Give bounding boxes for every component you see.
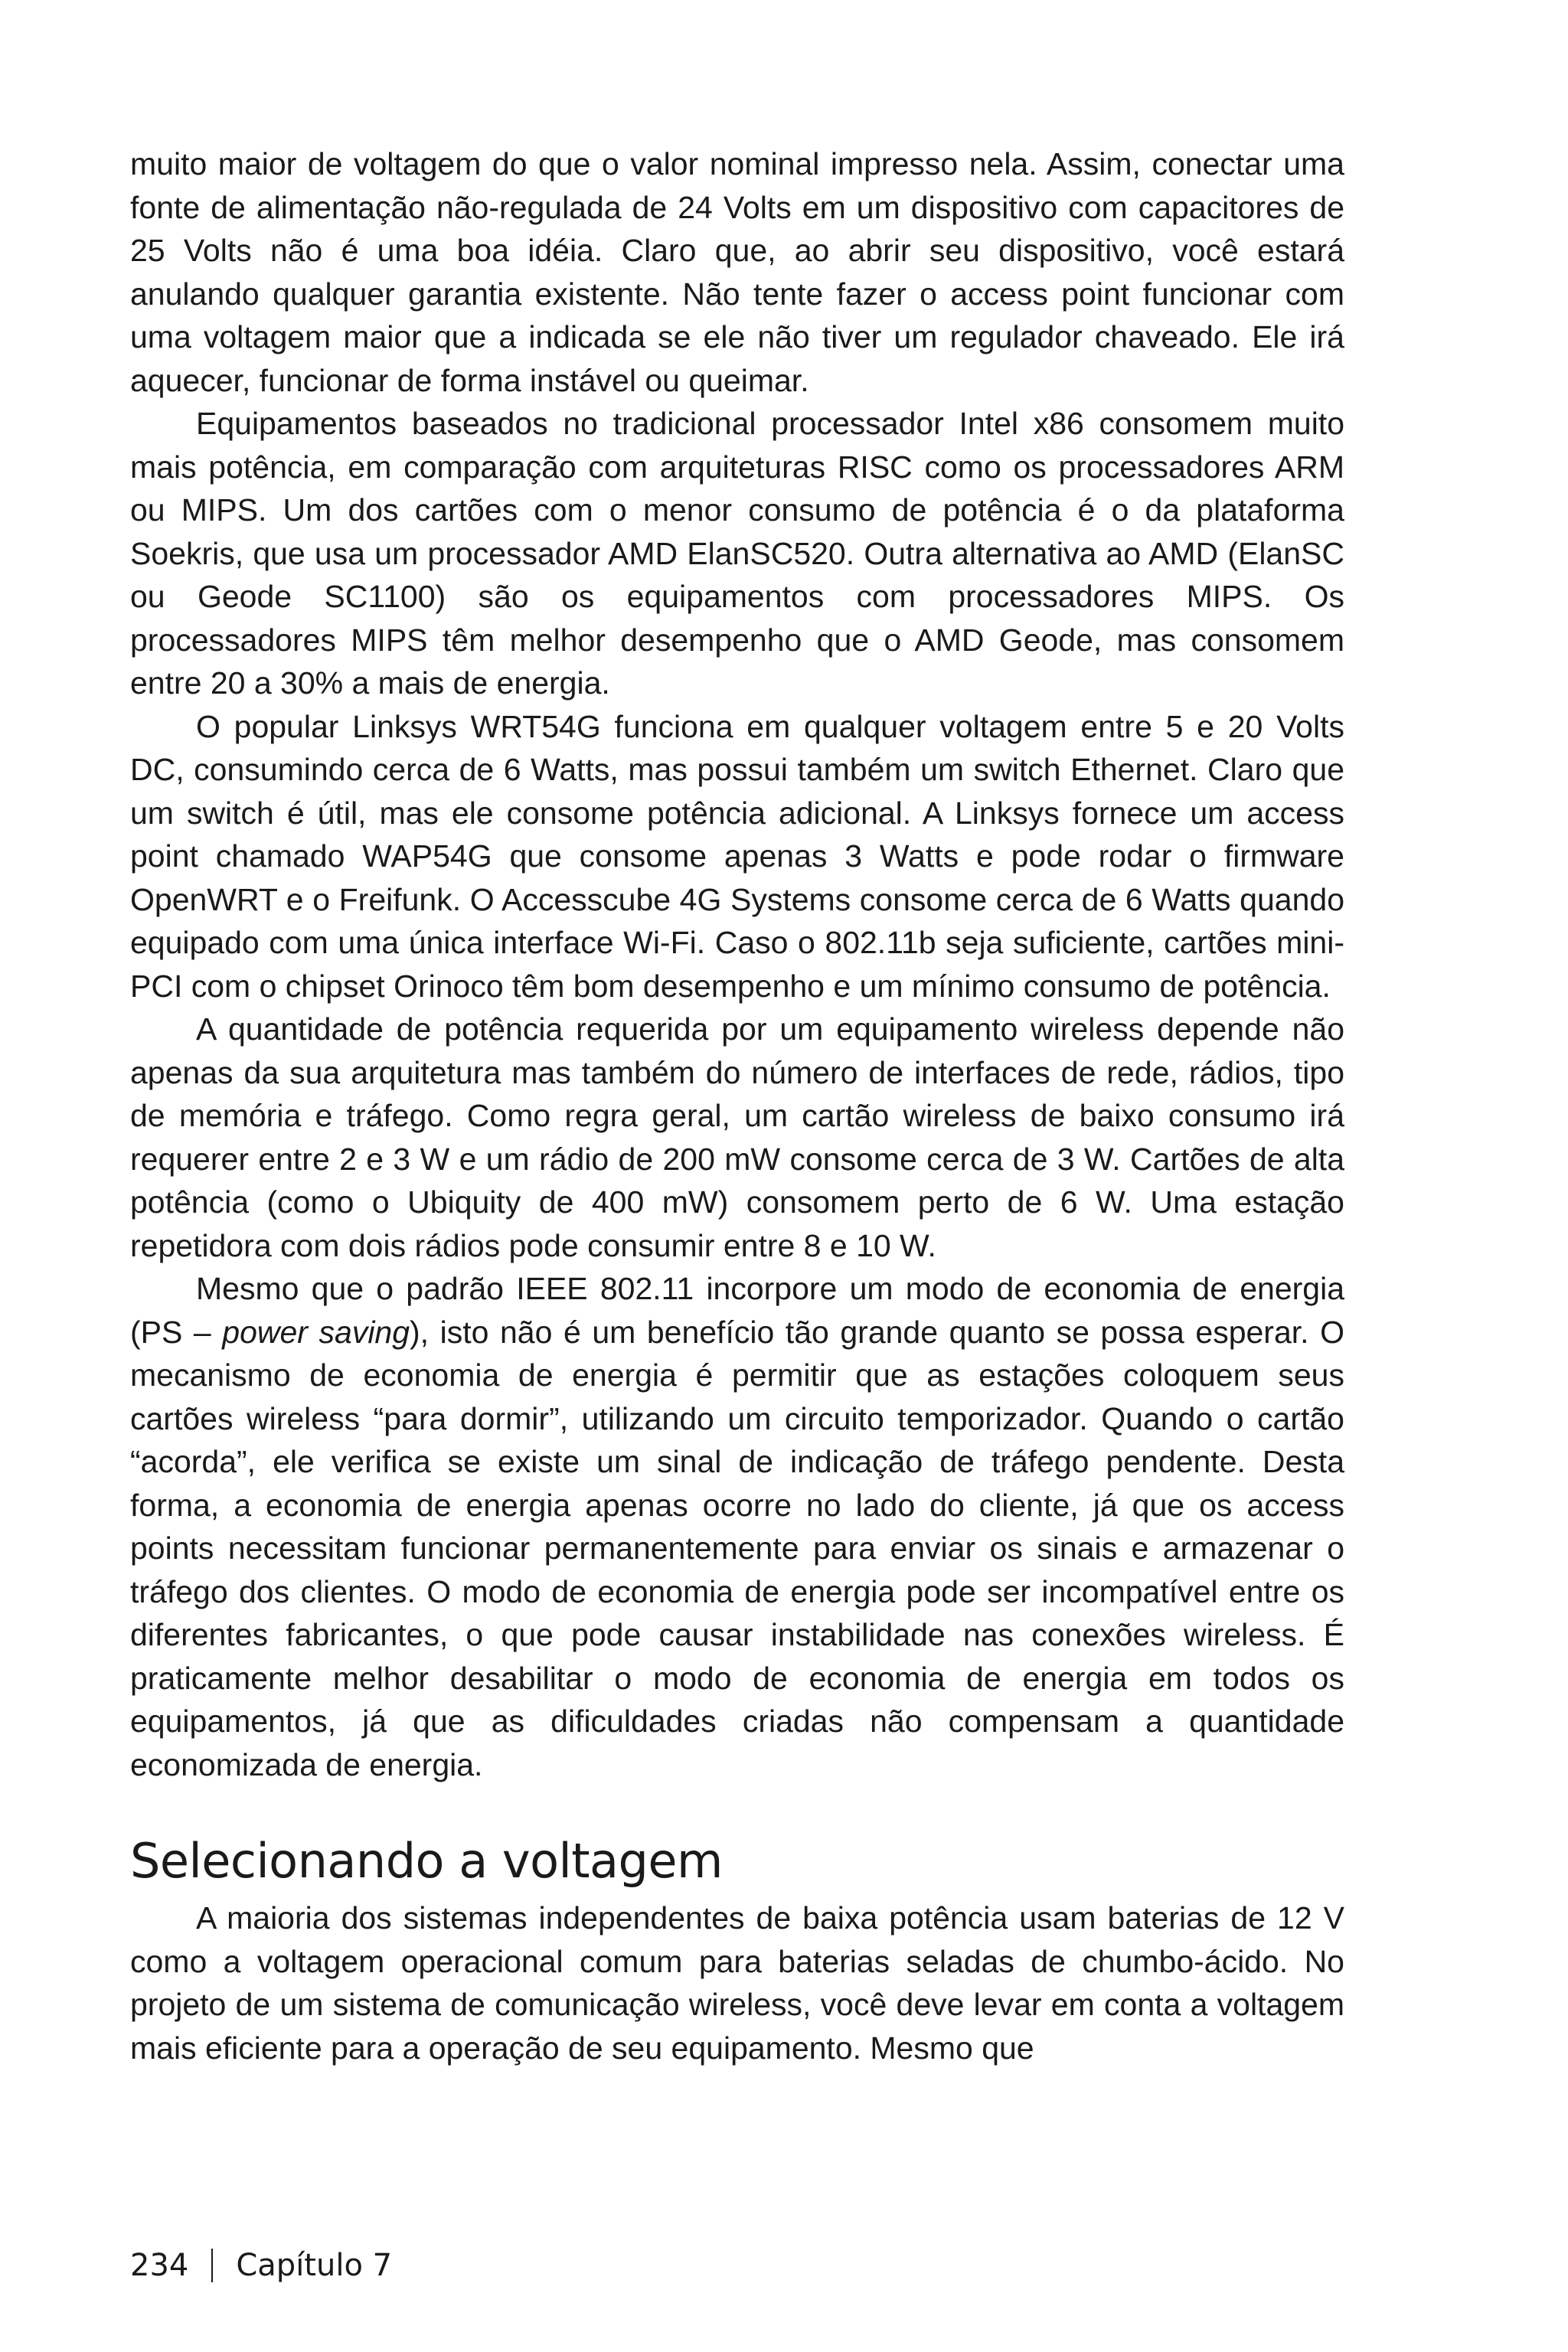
footer-divider <box>211 2249 213 2282</box>
paragraph-5-italic-term: power saving <box>222 1314 410 1350</box>
paragraph-5-after: ), isto não é um benefício tão grande quanto se possa esperar. O mecanismo de economia de energia é permitir que as estações coloquem seus cartões wireless “para dormir”, utilizando um circuito temporizador. Quando o cartão “acorda”, ele verifica se existe um sinal de indicação de tráfego pendente. Desta forma, a economia de energia apenas ocorre no lado do cliente, já que os access points necessitam funcionar permanentemente para enviar os sinais e armazenar o tráfego dos clientes. O modo de economia de energia pode ser incompatível entre os diferentes fabricantes, o que pode causar instabilidade nas conexões wireless. É praticamente melhor desabilitar o modo de economia de energia em todos os equipamentos, já que as dificuldades criadas não compensam a quantidade economizada de energia. <box>130 1314 1344 1782</box>
page-footer <box>130 2246 392 2285</box>
paragraph-4: A quantidade de potência requerida por um equipamento wireless depende não apenas da sua arquitetura mas também do número de interfaces de rede, rádios, tipo de memória e tráfego. Como regra geral, um cartão wireless de baixo consumo irá requerer entre 2 e 3 W e um rádio de 200 mW consome cerca de 3 W. Cartões de alta potência (como o Ubiquity de 400 mW) consomem perto de 6 W. Uma estação repetidora com dois rádios pode consumir entre 8 e 10 W. <box>130 1011 1344 1263</box>
paragraph-1: muito maior de voltagem do que o valor nominal impresso nela. Assim, conectar uma fonte de alimentação não-regulada de 24 Volts em um dispositivo com capacitores de 25 Volts não é uma boa idéia. Claro que, ao abrir seu dispositivo, você estará anulando qualquer garantia existente. Não tente fazer o access point funcionar com uma voltagem maior que a indicada se ele não tiver um regulador chaveado. Ele irá aquecer, funcionar de forma instável ou queimar. <box>130 146 1344 398</box>
page-content <box>130 142 1344 2069</box>
paragraph-2: Equipamentos baseados no tradicional processador Intel x86 consomem muito mais potência, em comparação com arquiteturas RISC como os processadores ARM ou MIPS. Um dos cartões com o menor consumo de potência é o da plataforma Soekris, que usa um processador AMD ElanSC520. Outra alternativa ao AMD (ElanSC ou Geode SC1100) são os equipamentos com processadores MIPS. Os processadores MIPS têm melhor desempenho que o AMD Geode, mas consomem entre 20 a 30% a mais de energia. <box>130 406 1344 701</box>
paragraph-5 <box>130 1267 1344 1786</box>
paragraph-5-before: Mesmo que o padrão IEEE 802.11 incorpore um modo de economia de energia (PS – <box>130 1271 1344 1350</box>
page-number: 234 <box>130 2248 189 2283</box>
paragraph-3: O popular Linksys WRT54G funciona em qualquer voltagem entre 5 e 20 Volts DC, consumindo cerca de 6 Watts, mas possui também um switch Ethernet. Claro que um switch é útil, mas ele consome potência adicional. A Linksys fornece um access point chamado WAP54G que consome apenas 3 Watts e pode rodar o firmware OpenWRT e o Freifunk. O Accesscube 4G Systems consome cerca de 6 Watts quando equipado com uma única interface Wi-Fi. Caso o 802.11b seja suficiente, cartões mini-PCI com o chipset Orinoco têm bom desempenho e um mínimo consumo de potência. <box>130 708 1344 1004</box>
section-body <box>130 1896 1344 2069</box>
body-text <box>130 142 1344 1786</box>
section-paragraph: A maioria dos sistemas independentes de baixa potência usam baterias de 12 V como a voltagem operacional comum para baterias seladas de chumbo-ácido. No projeto de um sistema de comunicação wireless, você deve levar em conta a voltagem mais eficiente para a operação de seu equipamento. Mesmo que <box>130 1900 1344 2066</box>
chapter-label: Capítulo 7 <box>236 2248 393 2283</box>
section-heading: Selecionando a voltagem <box>130 1833 723 1889</box>
